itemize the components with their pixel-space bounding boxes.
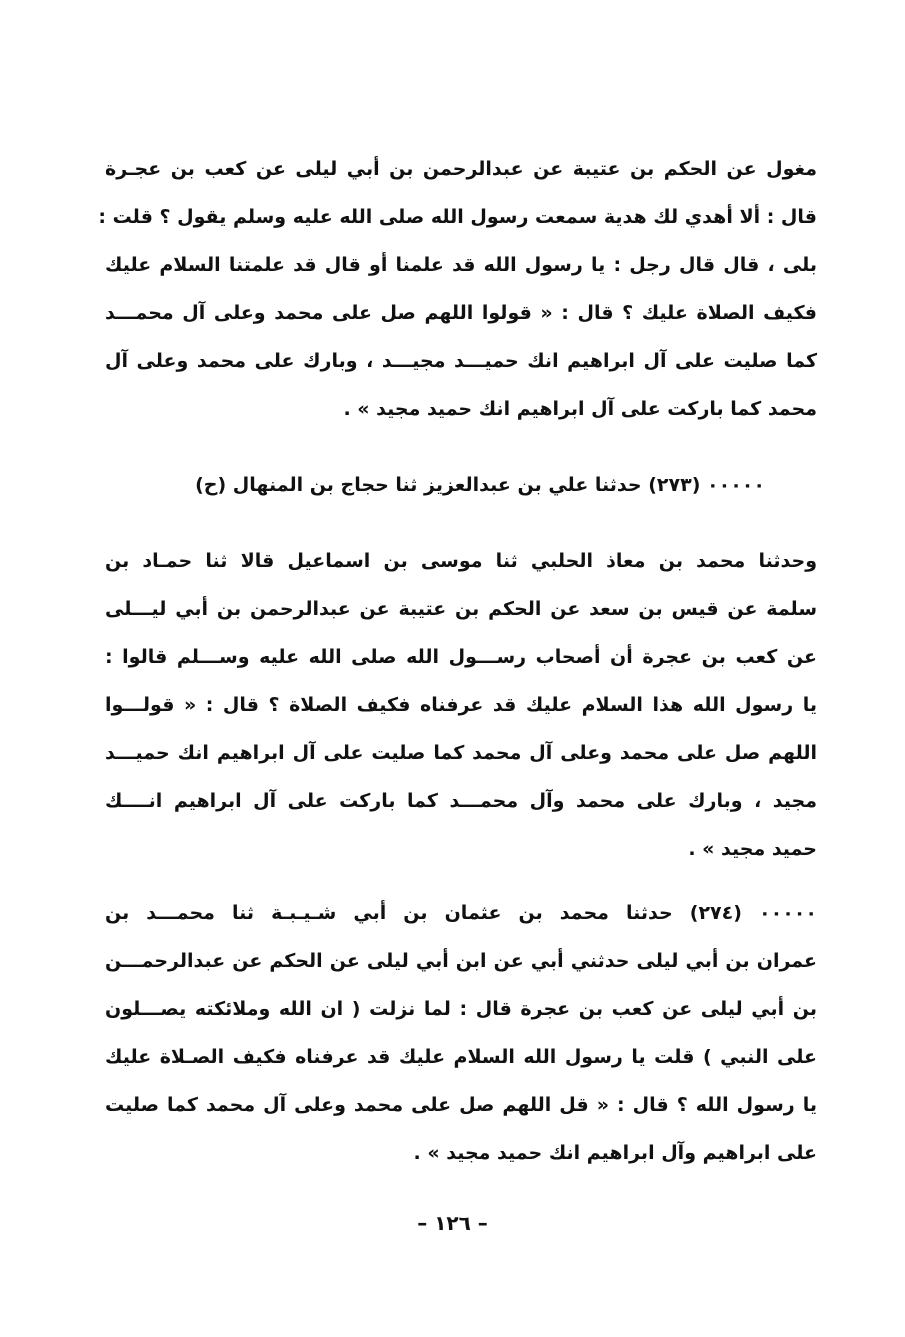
text-line: محمد كما باركت على آل ابراهيم انك حميد مجيد » .	[343, 398, 817, 420]
text-line: بلى ، قال قال رجل : يا رسول الله قد علمنا أو قال قد علمتنا السلام عليك	[105, 254, 817, 276]
text-line: اللهم صل على محمد وعلى آل محمد كما صليت على آل ابراهيم انك حميـــد	[105, 742, 817, 764]
text-line: حميد مجيد » .	[688, 838, 817, 860]
page-number: – ١٢٦ –	[417, 1211, 488, 1235]
text-line: على النبي ) قلت يا رسول الله السلام عليك قد عرفناه فكيف الصـلاة عليك	[105, 1046, 817, 1068]
text-line: كما صليت على آل ابراهيم انك حميـــد مجيـــد ، وبارك على محمد وعلى آل	[105, 350, 817, 372]
text-line: قال : ألا أهدي لك هدية سمعت رسول الله صلى الله عليه وسلم يقول ؟ قلت :	[98, 206, 817, 228]
text-line: يا رسول الله ؟ قال : « قل اللهم صل على محمد وعلى آل محمد كما صليت	[105, 1094, 817, 1116]
text-line: مجيد ، وبارك على محمد وآل محمـــد كما باركت على آل ابراهيم انــــك	[105, 790, 817, 812]
text-line: بن أبي ليلى عن كعب بن عجرة قال : لما نزلت ( ان الله وملائكته يصـــلون	[105, 998, 817, 1020]
text-line: يا رسول الله هذا السلام عليك قد عرفناه فكيف الصلاة ؟ قال : « قولـــوا	[105, 694, 817, 716]
text-line: على ابراهيم وآل ابراهيم انك حميد مجيد » .	[413, 1142, 817, 1164]
text-line: عمران بن أبي ليلى حدثني أبي عن ابن أبي ليلى عن الحكم عن عبدالرحمـــن	[105, 950, 817, 972]
hadith-heading: ۰۰۰۰۰ (۲۷۳) حدثنا علي بن عبدالعزيز ثنا حجاج بن المنهال (ح)	[195, 474, 765, 496]
text-line: سلمة عن قيس بن سعد عن الحكم بن عتيبة عن عبدالرحمن بن أبي ليـــلى	[105, 598, 817, 620]
text-line: ۰۰۰۰۰ (۲۷٤) حدثنا محمد بن عثمان بن أبي شـيـبـة ثنا محمـــد بن	[105, 902, 817, 924]
text-line: مغول عن الحكم بن عتيبة عن عبدالرحمن بن أبي ليلى عن كعب بن عجـرة	[105, 158, 817, 180]
text-line: وحدثنا محمد بن معاذ الحلبي ثنا موسى بن اسماعيل قالا ثنا حمـاد بن	[105, 550, 817, 572]
text-line: عن كعب بن عجرة أن أصحاب رســـول الله صلى الله عليه وســـلم قالوا :	[105, 646, 817, 668]
text-line: فكيف الصلاة عليك ؟ قال : « قولوا اللهم صل على محمد وعلى آل محمـــد	[105, 302, 817, 324]
